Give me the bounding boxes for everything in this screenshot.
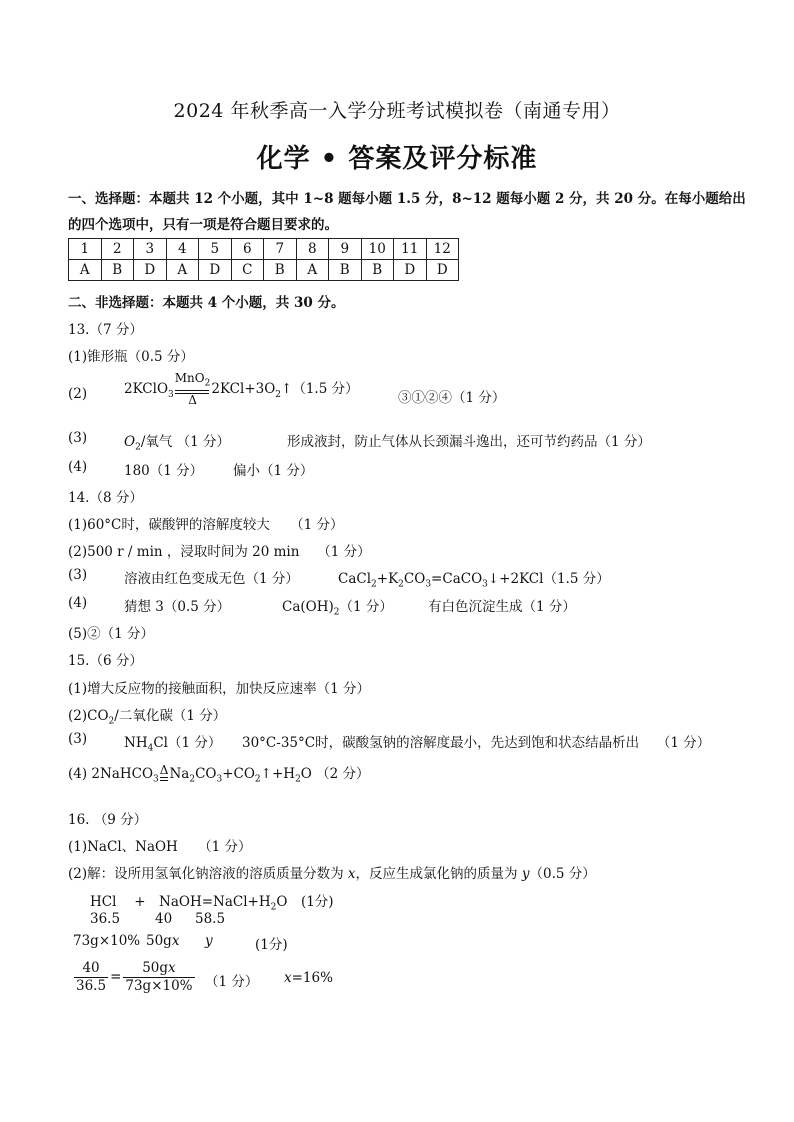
q13-heading: 13.（7 分） xyxy=(68,322,143,338)
q15-part1: (1)增大反应物的接触面积，加快反应速率（1 分） xyxy=(68,681,371,697)
q14-part5: (5)②（1 分） xyxy=(68,626,155,642)
page-subtitle: 化学 • 答案及评分标准 xyxy=(256,144,538,174)
answer-table-number-row xyxy=(69,239,459,260)
q16-mass-naoh: 50gx xyxy=(146,933,180,949)
q13-part4-effect: 偏小（1 分） xyxy=(233,463,314,479)
q13-part1: (1)锥形瓶（0.5 分） xyxy=(68,349,194,365)
q16-proportion-score: （1 分） xyxy=(205,974,259,990)
q16-equation: HCl + $NaOH=NaCl+H_2O$ (1分) xyxy=(90,894,334,913)
q15-heading: 15.（6 分） xyxy=(68,653,143,669)
question-number-cell: 3 xyxy=(134,239,167,260)
q13-part3-label: (3) xyxy=(68,430,88,446)
q14-heading: 14.（8 分） xyxy=(68,490,143,506)
question-number-cell: 2 xyxy=(101,239,134,260)
answer-table xyxy=(68,238,459,281)
q15-part3-product: $NH_4Cl(1$ 分） xyxy=(124,735,222,754)
q15-part2: $(2)CO_2/$二氧化碳（1 分） xyxy=(68,708,227,727)
answer-cell: D xyxy=(426,260,459,281)
q16-molar-mass-hcl: 36.5 xyxy=(90,911,121,927)
heat-condition: Δ xyxy=(160,764,169,781)
q14-part2: (2)500 r / min ，浸取时间为 20 min （1 分） xyxy=(68,544,371,560)
answer-cell: A xyxy=(296,260,329,281)
q16-heading: 16. （9 分） xyxy=(68,812,148,828)
part1-intro-line1: 一、选择题：本题共 12 个小题，其中 1~8 题每小题 1.5 分，8~12 题每小题 2 分，共 20 分。在每小题给出 xyxy=(68,191,746,207)
question-number-cell: 6 xyxy=(231,239,264,260)
answer-cell: A xyxy=(166,260,199,281)
q14-part3-label: (3) xyxy=(68,567,88,583)
reaction-condition: MnO$_2$ Δ xyxy=(174,371,211,408)
q14-part3-phenomenon: 溶液由红色变成无色（1 分） xyxy=(124,571,299,587)
q14-part4-guess: 猜想 3（0.5 分） xyxy=(124,599,231,615)
q15-part3-reason: 30°C-35°C时，碳酸氢钠的溶解度最小，先达到饱和状态结晶析出 （1 分） xyxy=(242,735,711,751)
q16-proportion: $\frac{40}{36.5}$ = $\frac{50gx}{73g\times 10\%}$ xyxy=(76,960,193,994)
q14-part3-equation: $CaCl_2+K_2CO_3=CaCO_3↓+2KCl(1.5$ 分） xyxy=(338,571,610,590)
q13-part3-gas: $O_2/$氧气 （1 分） xyxy=(124,434,231,453)
fraction-left: $\frac{40}{36.5}$ xyxy=(76,960,107,994)
q16-molar-mass-naoh: 40 xyxy=(155,911,173,927)
answer-cell: A xyxy=(69,260,102,281)
q16-mass-nacl: y xyxy=(205,933,213,949)
question-number-cell: 9 xyxy=(329,239,362,260)
answer-cell: B xyxy=(329,260,362,281)
answer-cell: B xyxy=(361,260,394,281)
q15-part3-label: (3) xyxy=(68,731,88,747)
question-number-cell: 12 xyxy=(426,239,459,260)
question-number-cell: 8 xyxy=(296,239,329,260)
answer-cell: D xyxy=(134,260,167,281)
q14-part1: (1)60°C时，碳酸钾的溶解度较大 （1 分） xyxy=(68,517,344,533)
q16-part2-setup: (2)解：设所用氢氧化钠溶液的溶质质量分数为 x，反应生成氯化钠的质量为 y（0.5 分） xyxy=(68,866,596,882)
q16-row-score: (1分) xyxy=(255,937,288,953)
q13-part4-value: 180（1 分） xyxy=(124,463,204,479)
answer-cell: D xyxy=(199,260,232,281)
q14-part4-reagent: $Ca(OH)_2(1$ 分） xyxy=(282,599,393,618)
q14-part4-label: (4) xyxy=(68,595,88,611)
question-number-cell: 11 xyxy=(394,239,427,260)
part1-intro-line2: 的四个选项中，只有一项是符合题目要求的。 xyxy=(68,217,338,233)
answer-cell: C xyxy=(231,260,264,281)
question-number-cell: 10 xyxy=(361,239,394,260)
q16-molar-mass-nacl: 58.5 xyxy=(195,911,226,927)
equation-reactant: 2KClO xyxy=(124,381,169,398)
fraction-right: $\frac{50gx}{73g\times 10\%}$ xyxy=(125,960,193,994)
question-number-cell: 5 xyxy=(199,239,232,260)
q13-part2-order: ③①②④（1 分） xyxy=(398,390,506,406)
question-number-cell: 7 xyxy=(264,239,297,260)
q14-part4-result: 有白色沉淀生成（1 分） xyxy=(428,599,576,615)
answer-table-answer-row xyxy=(69,260,459,281)
question-number-cell: 4 xyxy=(166,239,199,260)
page-title: 2024 年秋季高一入学分班考试模拟卷（南通专用） xyxy=(173,100,621,122)
q13-part2-label: (2) xyxy=(68,386,88,402)
q16-result: x=16% xyxy=(284,970,333,986)
q13-part2-equation: 2KClO$_3$ MnO$_2$ Δ $2KCl+3O_2↑(1.5$ 分） xyxy=(124,371,359,408)
question-number-cell: 1 xyxy=(69,239,102,260)
q16-part1: (1)NaCl、NaOH （1 分） xyxy=(68,839,252,855)
gas-arrow-icon: ↑ xyxy=(281,381,293,398)
answer-cell: B xyxy=(264,260,297,281)
answer-cell: D xyxy=(394,260,427,281)
q13-part4-label: (4) xyxy=(68,459,88,475)
part2-intro: 二、非选择题：本题共 4 个小题，共 30 分。 xyxy=(68,295,345,311)
answer-cell: B xyxy=(101,260,134,281)
q16-mass-hcl: 73g×10% xyxy=(73,933,141,949)
q15-part4-equation: (4) 2NaHCO$_3$ Δ $Na_2CO_3+CO_2↑+H_2O$ （2 分） xyxy=(68,763,370,785)
q13-part3-reason: 形成液封，防止气体从长颈漏斗逸出，还可节约药品（1 分） xyxy=(287,434,651,450)
equation-product: 2KCl+3O xyxy=(211,381,276,398)
